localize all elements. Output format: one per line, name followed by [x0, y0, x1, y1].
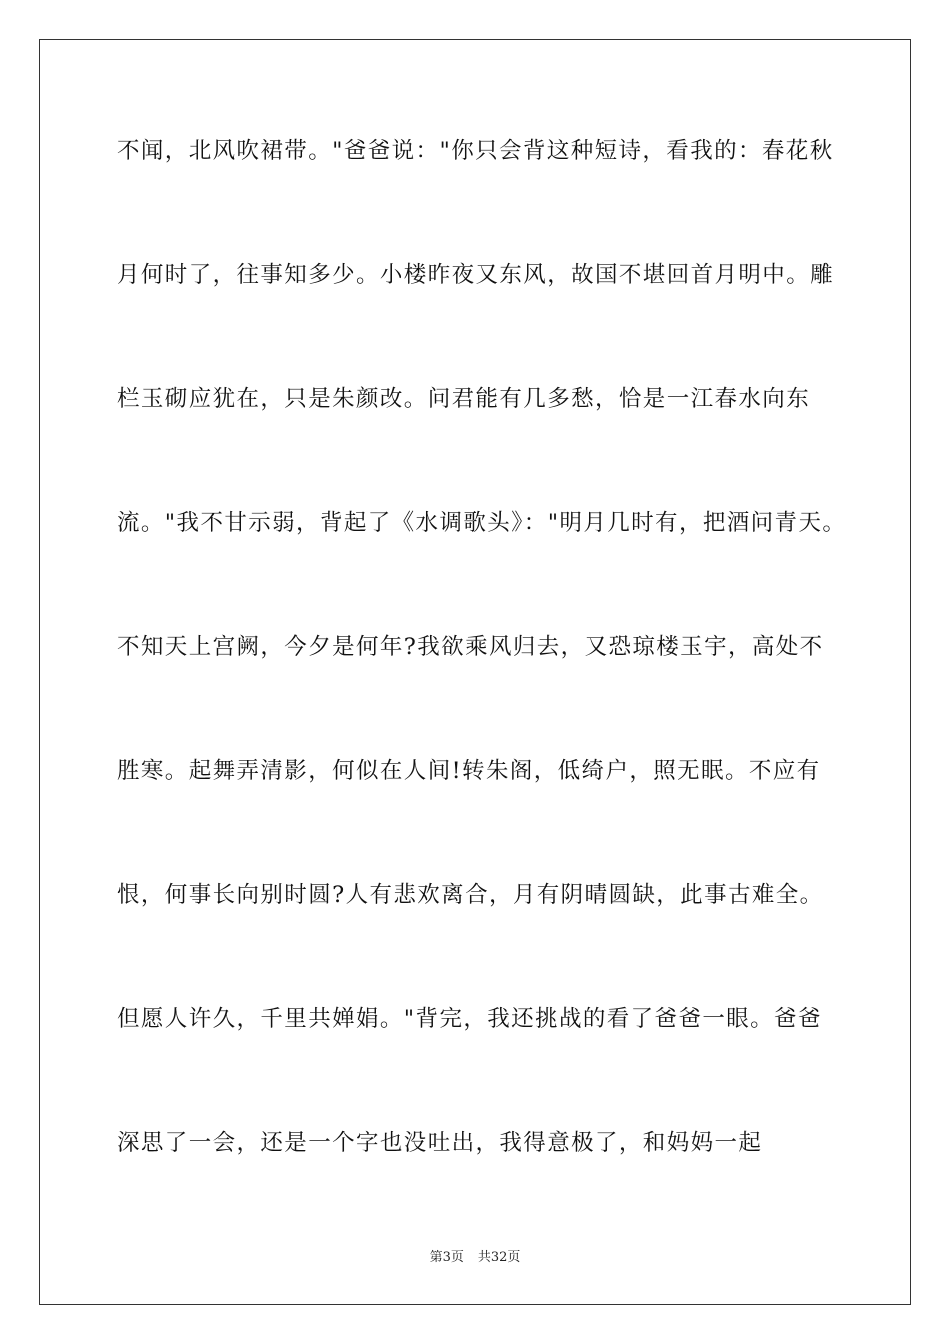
- text-line: 但愿人许久，千里共婵娟。"背完，我还挑战的看了爸爸一眼。爸爸: [117, 1006, 822, 1032]
- text-line: 不知天上宫阙，今夕是何年?我欲乘风归去，又恐琼楼玉宇，高处不: [117, 634, 824, 660]
- text-line: 深思了一会，还是一个字也没吐出，我得意极了，和妈妈一起: [117, 1130, 763, 1156]
- page-border: [39, 39, 911, 1305]
- text-line: 流。"我不甘示弱，背起了《水调歌头》："明月几时有，把酒问青天。: [117, 510, 847, 536]
- page-footer: [0, 1246, 950, 1265]
- text-line: 恨，何事长向别时圆?人有悲欢离合，月有阴晴圆缺，此事古难全。: [117, 882, 824, 908]
- text-line: 月何时了，往事知多少。小楼昨夜又东风，故国不堪回首月明中。雕: [117, 262, 835, 288]
- text-line: 胜寒。起舞弄清影，何似在人间!转朱阁，低绮户，照无眠。不应有: [117, 758, 821, 784]
- text-line: 栏玉砌应犹在，只是朱颜改。问君能有几多愁，恰是一江春水向东: [117, 386, 811, 412]
- text-line: 不闻，北风吹裙带。"爸爸说："你只会背这种短诗，看我的：春花秋: [117, 138, 834, 164]
- page-total: 共32页: [477, 1250, 521, 1265]
- page-number: 第3页: [429, 1250, 464, 1265]
